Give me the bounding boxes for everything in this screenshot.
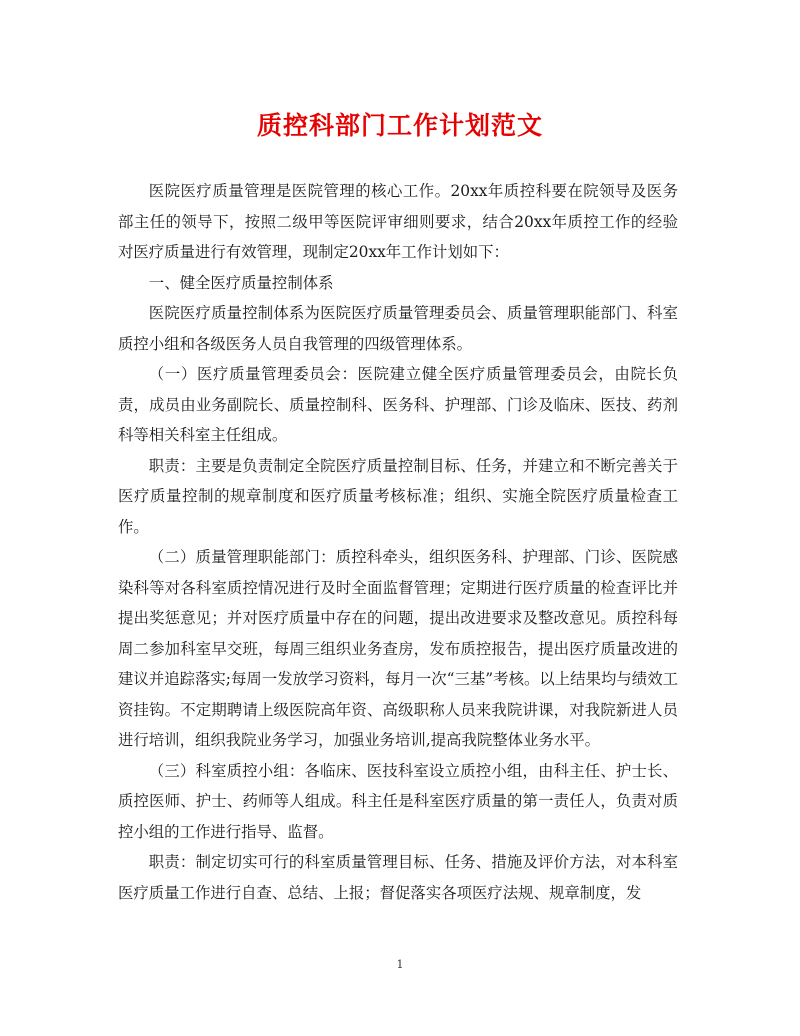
paragraph-intro: 医院医疗质量管理是医院管理的核心工作。20xx年质控科要在院领导及医务部主任的领导下，按照二级甲等医院评审细则要求，结合20xx年质控工作的经验对医疗质量进行有效管理，现制定20xx年工作计划如下：	[118, 182, 678, 261]
section-heading: 一、健全医疗质量控制体系	[148, 273, 334, 292]
document-body	[118, 176, 678, 908]
page-number: 1	[396, 958, 404, 971]
paragraph: 职责：制定切实可行的科室质量管理目标、任务、措施及评价方法，对本科室医疗质量工作进行自查、总结、上报；督促落实各项医疗法规、规章制度，发	[118, 853, 678, 902]
paragraph: 职责：主要是负责制定全院医疗质量控制目标、任务，并建立和不断完善关于医疗质量控制的规章制度和医疗质量考核标准；组织、实施全院医疗质量检查工作。	[118, 456, 678, 536]
paragraph: 医院医疗质量控制体系为医院医疗质量管理委员会、质量管理职能部门、科室质控小组和各级医务人员自我管理的四级管理体系。	[118, 304, 678, 353]
paragraph: （一）医疗质量管理委员会：医院建立健全医疗质量管理委员会，由院长负责，成员由业务副院长、质量控制科、医务科、护理部、门诊及临床、医技、药剂科等相关科室主任组成。	[118, 365, 678, 444]
document-title: 质控科部门工作计划范文	[256, 111, 543, 140]
paragraph: （三）科室质控小组：各临床、医技科室设立质控小组，由科主任、护士长、质控医师、护士、药师等人组成。科主任是科室医疗质量的第一责任人，负责对质控小组的工作进行指导、监督。	[118, 761, 678, 841]
paragraph: （二）质量管理职能部门：质控科牵头，组织医务科、护理部、门诊、医院感染科等对各科室质控情况进行及时全面监督管理；定期进行医疗质量的检查评比并提出奖惩意见；并对医疗质量中存在的问题，提出改进要求及整改意见。质控科每周二参加科室早交班，每周三组织业务查房，发布质控报告，提出医疗质量改进的建议并追踪落实;每周一发放学习资料，每月一次“三基”考核。以上结果均与绩效工资挂钩。不定期聘请上级医院高年资、高级职称人员来我院讲课，对我院新进人员进行培训，组织我院业务学习，加强业务培训,提高我院整体业务水平。	[118, 548, 678, 749]
